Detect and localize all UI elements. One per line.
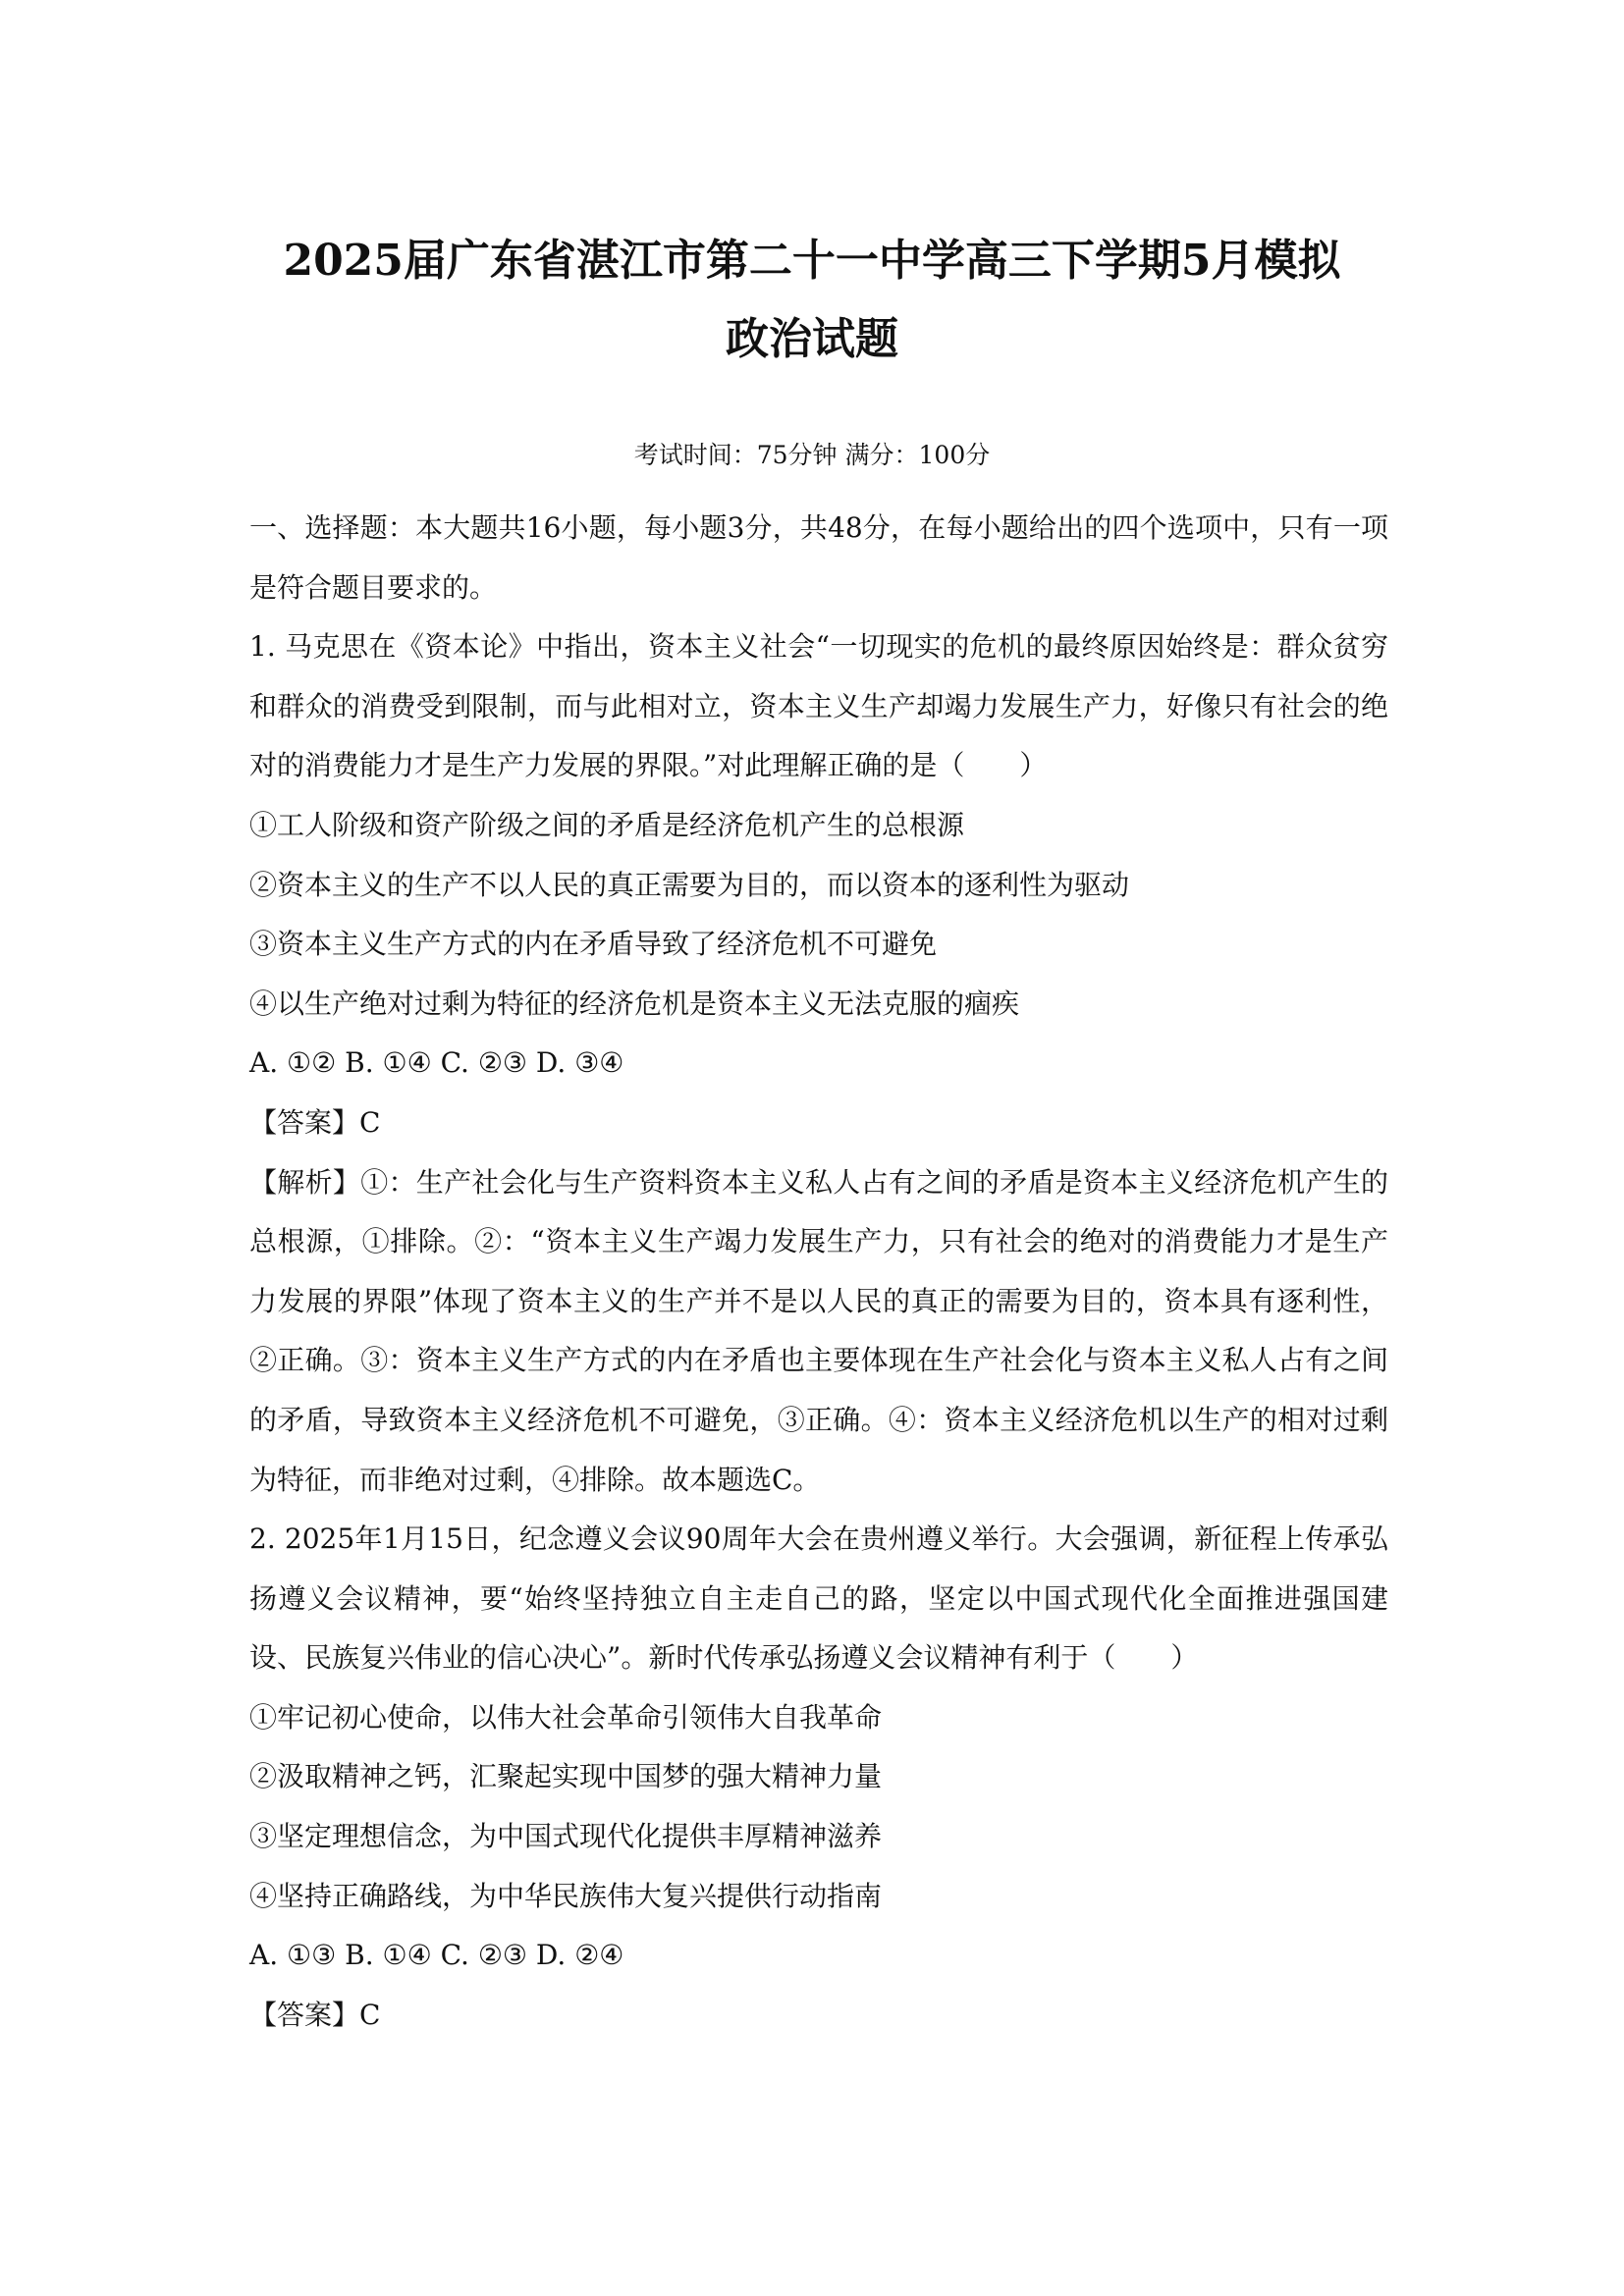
question-1-stem: 1. 马克思在《资本论》中指出，资本主义社会“一切现实的危机的最终原因始终是：群众贫穷和群众的消费受到限制，而与此相对立，资本主义生产却竭力发展生产力，好像只有社会的绝对的消费能力才是生产力发展的界限。”对此理解正确的是（ ） [249,630,1388,782]
question-1-statement: ②资本主义的生产不以人民的真正需要为目的，而以资本的逐利性为驱动 [249,868,1130,901]
question-2-statement: ③坚定理想信念，为中国式现代化提供丰厚精神滋养 [249,1820,883,1853]
exam-title-line2: 政治试题 [726,314,898,364]
question-1-answer: 【答案】C [249,1105,381,1139]
question-1-options: A. ①② B. ①④ C. ②③ D. ③④ [249,1046,624,1080]
question-2-stem: 2. 2025年1月15日，纪念遵义会议90周年大会在贵州遵义举行。大会强调，新征程上传承弘扬遵义会议精神，要“始终坚持独立自主走自己的路，坚定以中国式现代化全面推进强国建设、民族复兴伟业的信心决心”。新时代传承弘扬遵义会议精神有利于（ ） [249,1522,1388,1675]
question-2-answer: 【答案】C [249,1998,381,2031]
question-2-statement: ④坚持正确路线，为中华民族伟大复兴提供行动指南 [249,1879,883,1912]
question-1-statement: ③资本主义生产方式的内在矛盾导致了经济危机不可避免 [249,928,938,961]
question-1-analysis: 【解析】①：生产社会化与生产资料资本主义私人占有之间的矛盾是资本主义经济危机产生的总根源，①排除。②：“资本主义生产竭力发展生产力，只有社会的绝对的消费能力才是生产力发展的界限”体现了资本主义的生产并不是以人民的真正的需要为目的，资本具有逐利性，②正确。③：资本主义生产方式的内在矛盾也主要体现在生产社会化与资本主义私人占有之间的矛盾，导致资本主义经济危机不可避免，③正确。④：资本主义经济危机以生产的相对过剩为特征，而非绝对过剩，④排除。故本题选C。 [249,1165,1388,1496]
exam-info: 考试时间：75分钟 满分：100分 [633,441,991,469]
question-2-statement: ②汲取精神之钙，汇聚起实现中国梦的强大精神力量 [249,1760,883,1793]
question-2-statement: ①牢记初心使命，以伟大社会革命引领伟大自我革命 [249,1700,883,1734]
exam-title-line1: 2025届广东省湛江市第二十一中学高三下学期5月模拟 [283,236,1341,286]
question-1-statement: ④以生产绝对过剩为特征的经济危机是资本主义无法克服的痼疾 [249,987,1020,1020]
exam-content [249,499,1388,2045]
section-intro: 一、选择题：本大题共16小题，每小题3分，共48分，在每小题给出的四个选项中，只有一项是符合题目要求的。 [249,511,1388,604]
question-1-statement: ①工人阶级和资产阶级之间的矛盾是经济危机产生的总根源 [249,808,965,841]
question-2-options: A. ①③ B. ①④ C. ②③ D. ②④ [249,1939,624,1972]
